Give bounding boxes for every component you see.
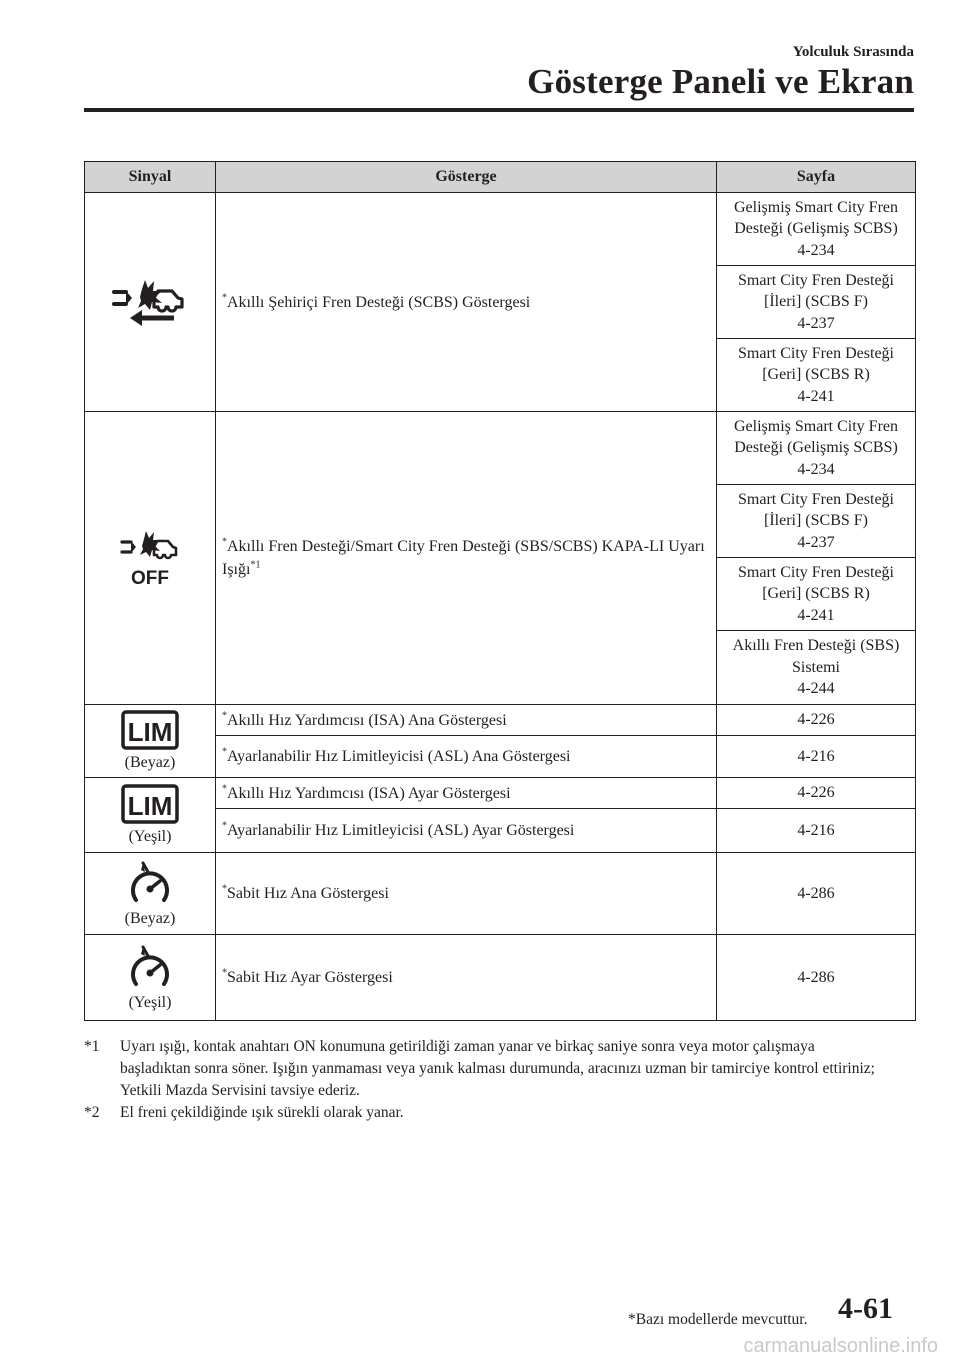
page-reference: 4-286 bbox=[717, 935, 916, 1021]
page-reference: 4-216 bbox=[717, 809, 916, 853]
table-row bbox=[85, 778, 916, 809]
indicator-description: *Akıllı Hız Yardımcısı (ISA) Ayar Göstergesi bbox=[216, 778, 717, 809]
table-row bbox=[85, 935, 916, 1021]
watermark: carmanualsonline.info bbox=[743, 1335, 938, 1357]
color-label: (Beyaz) bbox=[124, 754, 176, 771]
table-row bbox=[85, 193, 916, 266]
scbs-warning-icon bbox=[112, 277, 188, 327]
page-reference: Gelişmiş Smart City Fren Desteği (Gelişmiş SCBS) 4-234 bbox=[717, 412, 916, 485]
scbs-off-icon bbox=[120, 528, 180, 588]
page-reference: Smart City Fren Desteği [Geri] (SCBS R) 4-241 bbox=[717, 339, 916, 412]
signal-cell bbox=[85, 778, 216, 853]
column-header-signal: Sinyal bbox=[85, 162, 216, 193]
footnote-2: *2 El freni çekildiğinde ışık sürekli olarak yanar. bbox=[84, 1104, 404, 1121]
color-label: (Yeşil) bbox=[128, 993, 172, 1011]
page-reference: Akıllı Fren Desteği (SBS) Sistemi 4-244 bbox=[717, 631, 916, 705]
table-row bbox=[85, 412, 916, 485]
page-reference: 4-226 bbox=[717, 705, 916, 736]
table-row bbox=[85, 705, 916, 736]
indicator-description: *Ayarlanabilir Hız Limitleyicisi (ASL) Ana Göstergesi bbox=[216, 736, 717, 778]
page-title: Gösterge Paneli ve Ekran bbox=[527, 62, 914, 101]
indicator-description: *Akıllı Hız Yardımcısı (ISA) Ana Göstergesi bbox=[216, 705, 717, 736]
lim-icon bbox=[121, 784, 179, 824]
page-reference: Gelişmiş Smart City Fren Desteği (Gelişmiş SCBS) 4-234 bbox=[717, 193, 916, 266]
signal-cell bbox=[85, 935, 216, 1021]
header-rule bbox=[84, 108, 914, 112]
page-number: 4-61 bbox=[838, 1292, 893, 1325]
indicator-description: *Akıllı Fren Desteği/Smart City Fren Desteği (SBS/SCBS) KAPA-LI Uyarı Işığı$^{*1}$ bbox=[216, 412, 717, 705]
cruise-control-icon bbox=[128, 944, 172, 990]
availability-note: *Bazı modellerde mevcuttur. bbox=[628, 1311, 808, 1328]
column-header-indicator: Gösterge bbox=[216, 162, 717, 193]
signal-cell bbox=[85, 193, 216, 412]
lim-icon bbox=[121, 710, 179, 750]
signal-cell bbox=[85, 412, 216, 705]
footnote-1: *1 Uyarı ışığı, kontak anahtarı ON konumuna getirildiği zaman yanar ve birkaç saniye sonra veya motor çalışmaya başladıktan sonra söner. Işığın yanmaması veya yanık kalması durumunda, aracınızı uzman bir tamirciye kontrol ettiriniz; Yetkili Mazda Servisini tavsiye ederiz. bbox=[84, 1038, 875, 1099]
off-label: OFF bbox=[131, 568, 169, 588]
page-reference: Smart City Fren Desteği [Geri] (SCBS R) 4-241 bbox=[717, 558, 916, 631]
column-header-page: Sayfa bbox=[717, 162, 916, 193]
indicator-description: *Sabit Hız Ana Göstergesi bbox=[216, 853, 717, 935]
page-reference: Smart City Fren Desteği [İleri] (SCBS F) 4-237 bbox=[717, 485, 916, 558]
color-label: (Beyaz) bbox=[124, 909, 176, 927]
lim-label: LIM bbox=[127, 791, 173, 821]
lim-label: LIM bbox=[127, 717, 173, 747]
signal-table bbox=[84, 161, 916, 1021]
page-reference: 4-216 bbox=[717, 736, 916, 778]
indicator-description: *Akıllı Şehiriçi Fren Desteği (SCBS) Göstergesi bbox=[216, 193, 717, 412]
page-reference: 4-286 bbox=[717, 853, 916, 935]
signal-cell bbox=[85, 853, 216, 935]
section-title: Yolculuk Sırasında bbox=[792, 44, 914, 60]
cruise-control-icon bbox=[128, 860, 172, 906]
indicator-description: *Sabit Hız Ayar Göstergesi bbox=[216, 935, 717, 1021]
page-reference: 4-226 bbox=[717, 778, 916, 809]
indicator-description: *Ayarlanabilir Hız Limitleyicisi (ASL) Ayar Göstergesi bbox=[216, 809, 717, 853]
signal-cell bbox=[85, 705, 216, 778]
table-header-row bbox=[85, 162, 916, 193]
table-row bbox=[85, 853, 916, 935]
color-label: (Yeşil) bbox=[128, 828, 172, 845]
page-reference: Smart City Fren Desteği [İleri] (SCBS F) 4-237 bbox=[717, 266, 916, 339]
